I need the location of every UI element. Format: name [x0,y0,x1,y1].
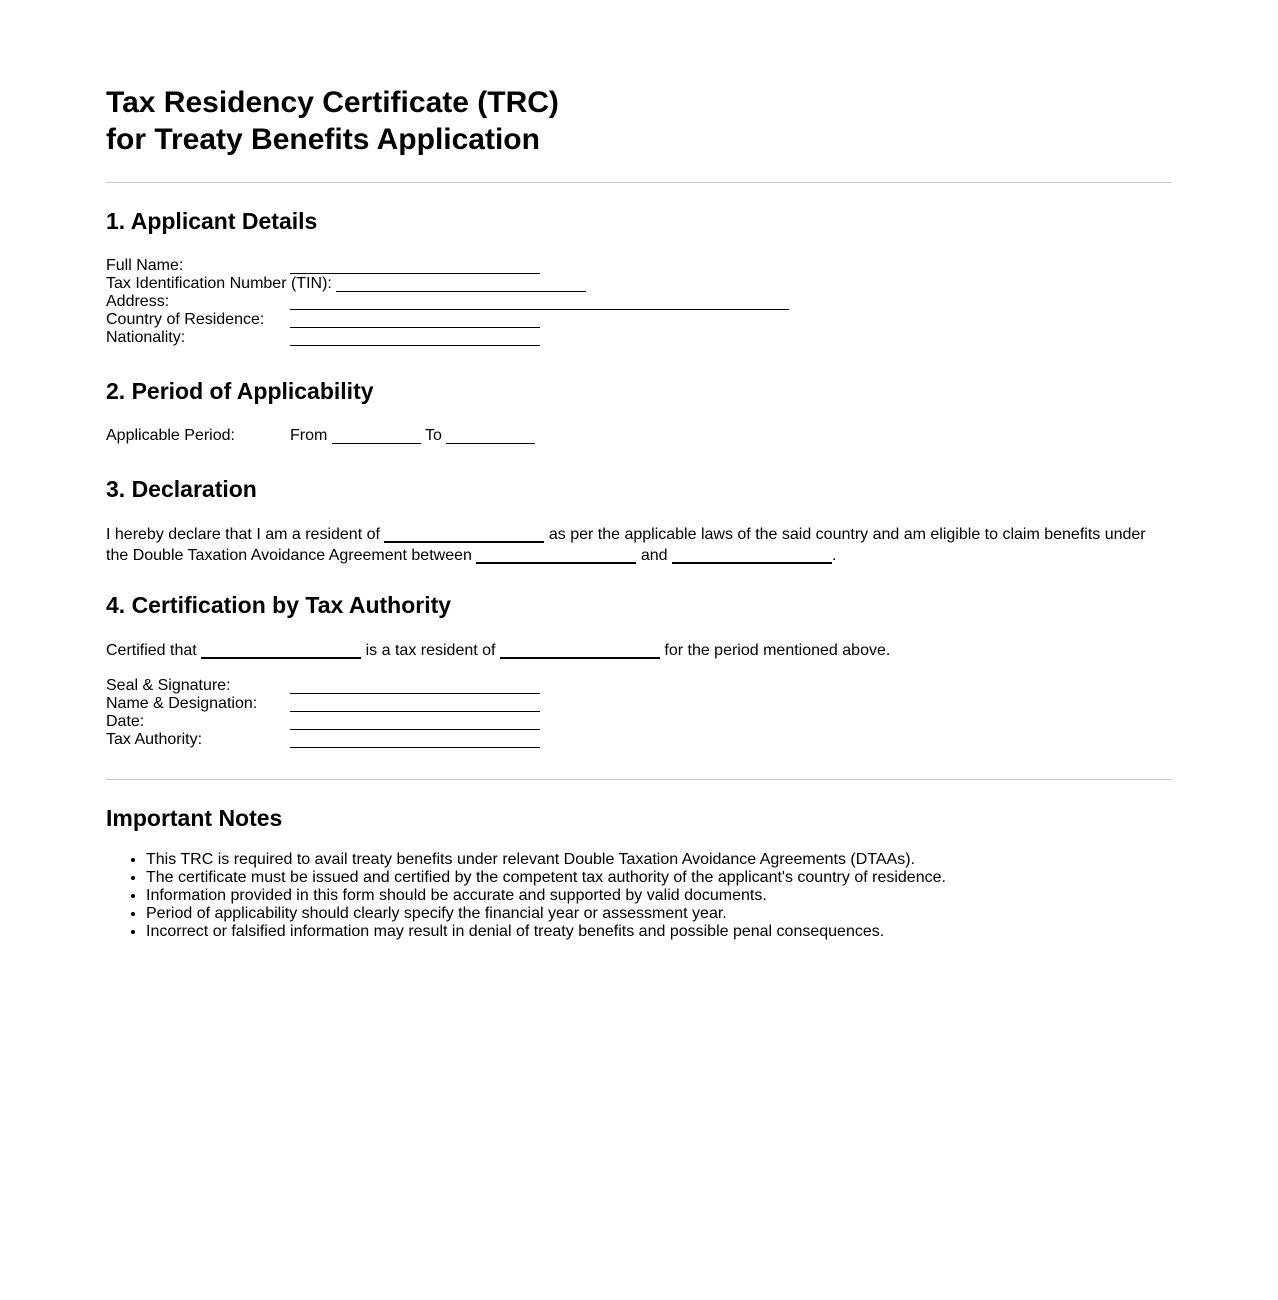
certification-text-3: for the period mentioned above. [664,642,891,659]
period-from-label: From [290,427,328,444]
declaration-country-blank[interactable] [384,527,544,543]
field-nationality [106,327,540,347]
seal-blank[interactable] [290,679,540,694]
full-name-blank[interactable] [290,259,540,274]
certification-text-2: is a tax resident of [365,642,496,659]
period-label: Applicable Period: [106,427,235,444]
field-date [106,711,540,731]
tax-authority-blank[interactable] [290,733,540,748]
period-to-blank[interactable] [446,429,535,444]
title-line-2: for Treaty Benefits Application [106,123,540,156]
period-to-label: To [424,427,442,444]
declaration-country-b-blank[interactable] [672,548,832,564]
field-tin [106,273,586,293]
section-applicant-heading: 1. Applicant Details [106,208,318,234]
certification-country-blank[interactable] [500,643,660,659]
period-from-blank[interactable] [332,429,421,444]
field-period [106,425,535,445]
country-label: Country of Residence: [106,311,265,328]
note-item: • The certificate must be issued and certified by the competent tax authority of the applicant's country of residence. [146,869,946,887]
field-tax-authority [106,729,540,749]
date-blank[interactable] [290,715,540,730]
declaration-text-2: as per the applicable laws of the said country and am eligible to claim benefits under the Double Taxation Avoidance Agreement between [106,526,1146,564]
declaration-country-a-blank[interactable] [476,548,636,564]
nationality-label: Nationality: [106,329,186,346]
address-label: Address: [106,293,170,310]
section-declaration-heading: 3. Declaration [106,476,257,502]
tin-label: Tax Identification Number (TIN): [106,275,332,292]
name-designation-blank[interactable] [290,697,540,712]
field-name-designation [106,693,540,713]
title-line-1: Tax Residency Certificate (TRC) [106,86,559,119]
address-blank[interactable] [290,295,789,310]
field-address [106,291,789,311]
certification-text-1: Certified that [106,642,197,659]
note-item: • Information provided in this form should be accurate and supported by valid documents. [146,887,946,905]
note-item: • This TRC is required to avail treaty benefits under relevant Double Taxation Avoidance Agreements (DTAAs). [146,851,946,869]
certification-sentence [106,639,890,660]
field-seal [106,675,540,695]
declaration-paragraph [106,523,1172,565]
field-country [106,309,540,329]
notes-heading: Important Notes [106,805,283,831]
section-certification-heading: 4. Certification by Tax Authority [106,592,452,618]
divider-top [106,182,1172,183]
full-name-label: Full Name: [106,257,184,274]
tin-blank[interactable] [336,277,586,292]
seal-label: Seal & Signature: [106,677,231,694]
date-label: Date: [106,713,145,730]
section-period-heading: 2. Period of Applicability [106,378,374,404]
nationality-blank[interactable] [290,331,540,346]
declaration-text-4: . [831,547,837,564]
name-designation-label: Name & Designation: [106,695,258,712]
country-blank[interactable] [290,313,540,328]
note-item: • Period of applicability should clearly specify the financial year or assessment year. [146,905,946,923]
divider-bottom [106,779,1172,780]
field-full-name [106,255,540,275]
declaration-text-1: I hereby declare that I am a resident of [106,526,380,543]
certification-name-blank[interactable] [201,643,361,659]
declaration-text-3: and [640,547,668,564]
note-item: • Incorrect or falsified information may result in denial of treaty benefits and possible penal consequences. [146,923,946,941]
notes-list [106,851,946,941]
tax-authority-label: Tax Authority: [106,731,203,748]
document-title [106,84,559,158]
